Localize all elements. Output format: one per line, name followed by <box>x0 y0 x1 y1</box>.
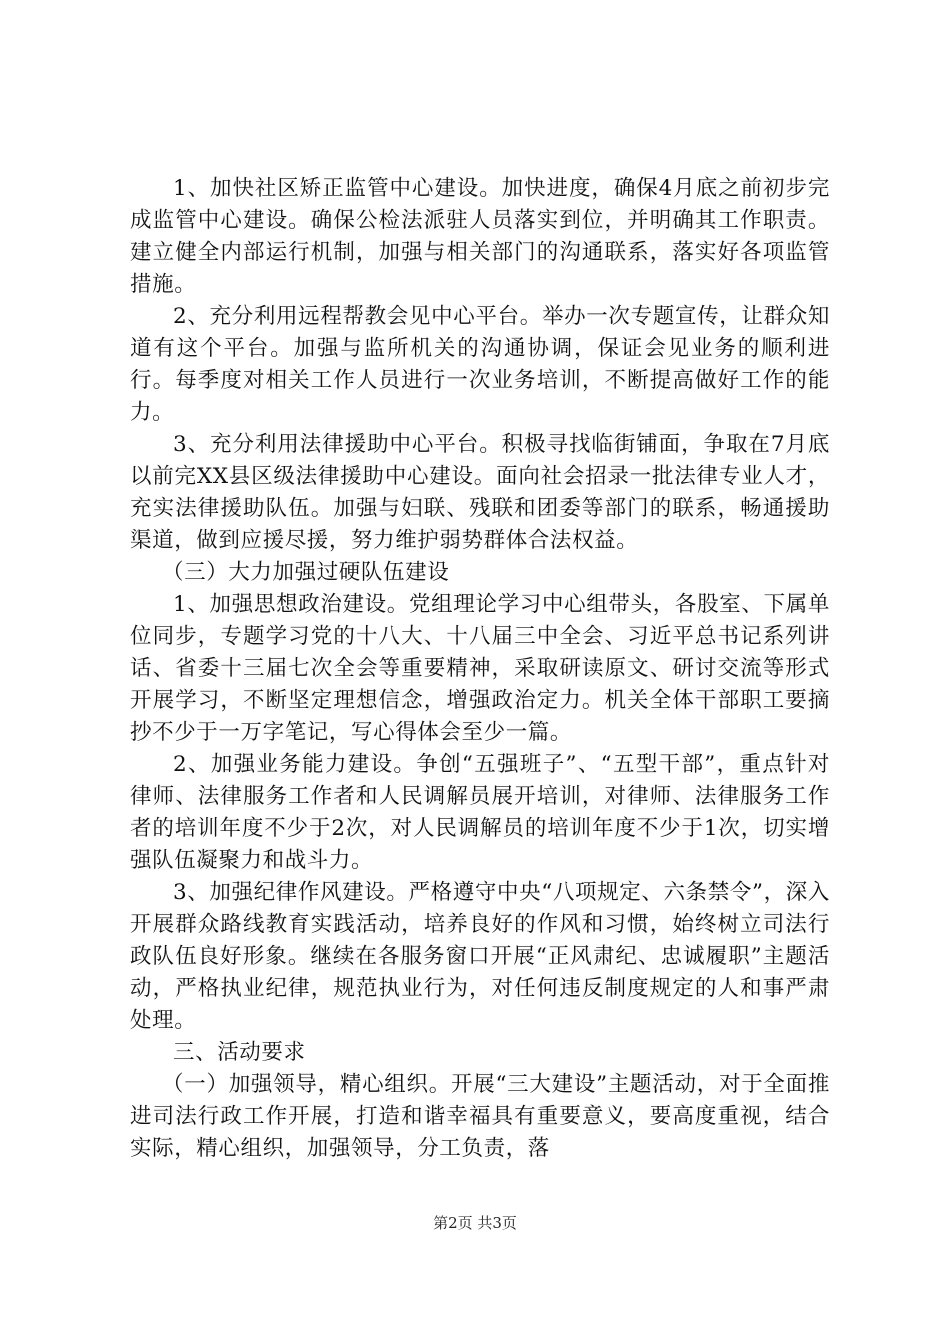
section-heading-team-building: （三）大力加强过硬队伍建设 <box>162 560 450 585</box>
paragraph-discipline-style: 3、加强纪律作风建设。严格遵守中央“八项规定、六条禁令”，深入开展群众路线教育实践活动，培养良好的作风和习惯，始终树立司法行政队伍良好形象。继续在各服务窗口开展“正风肃纪、忠诚履职”主题活动，严格执业纪律，规范执业行为，对任何违反制度规定的人和事严肃处理。 <box>130 880 830 1033</box>
paragraph-leadership-organization: （一）加强领导，精心组织。开展“三大建设”主题活动，对于全面推进司法行政工作开展，打造和谐幸福具有重要意义，要高度重视，结合实际，精心组织，加强领导，分工负责，落 <box>130 1072 830 1161</box>
paragraph-political-construction: 1、加强思想政治建设。党组理论学习中心组带头，各股室、下属单位同步，专题学习党的十八大、十八届三中全会、习近平总书记系列讲话、省委十三届七次全会等重要精神，采取研读原文、研讨交流等形式开展学习，不断坚定理想信念，增强政治定力。机关全体干部职工要摘抄不少于一万字笔记，写心得体会至少一篇。 <box>130 592 830 745</box>
page-footer: 第2页 共3页 <box>433 1214 517 1232</box>
paragraph-community-correction: 1、加快社区矫正监管中心建设。加快进度，确保4月底之前初步完成监管中心建设。确保公检法派驻人员落实到位，并明确其工作职责。建立健全内部运行机制，加强与相关部门的沟通联系，落实好各项监管措施。 <box>130 176 830 297</box>
document-body <box>130 173 830 1165</box>
paragraph-remote-visit-center: 2、充分利用远程帮教会见中心平台。举办一次专题宣传，让群众知道有这个平台。加强与监所机关的沟通协调，保证会见业务的顺利进行。每季度对相关工作人员进行一次业务培训，不断提高做好工作的能力。 <box>130 304 830 425</box>
paragraph-business-ability: 2、加强业务能力建设。争创“五强班子”、“五型干部”，重点针对律师、法律服务工作者和人民调解员展开培训，对律师、法律服务工作者的培训年度不少于2次，对人民调解员的培训年度不少于1次，切实增强队伍凝聚力和战斗力。 <box>130 752 830 873</box>
paragraph-legal-aid-center: 3、充分利用法律援助中心平台。积极寻找临街铺面，争取在7月底以前完XX县区级法律援助中心建设。面向社会招录一批法律专业人才，充实法律援助队伍。加强与妇联、残联和团委等部门的联系，畅通援助渠道，做到应援尽援，努力维护弱势群体合法权益。 <box>130 432 830 553</box>
section-heading-requirements: 三、活动要求 <box>173 1040 306 1065</box>
